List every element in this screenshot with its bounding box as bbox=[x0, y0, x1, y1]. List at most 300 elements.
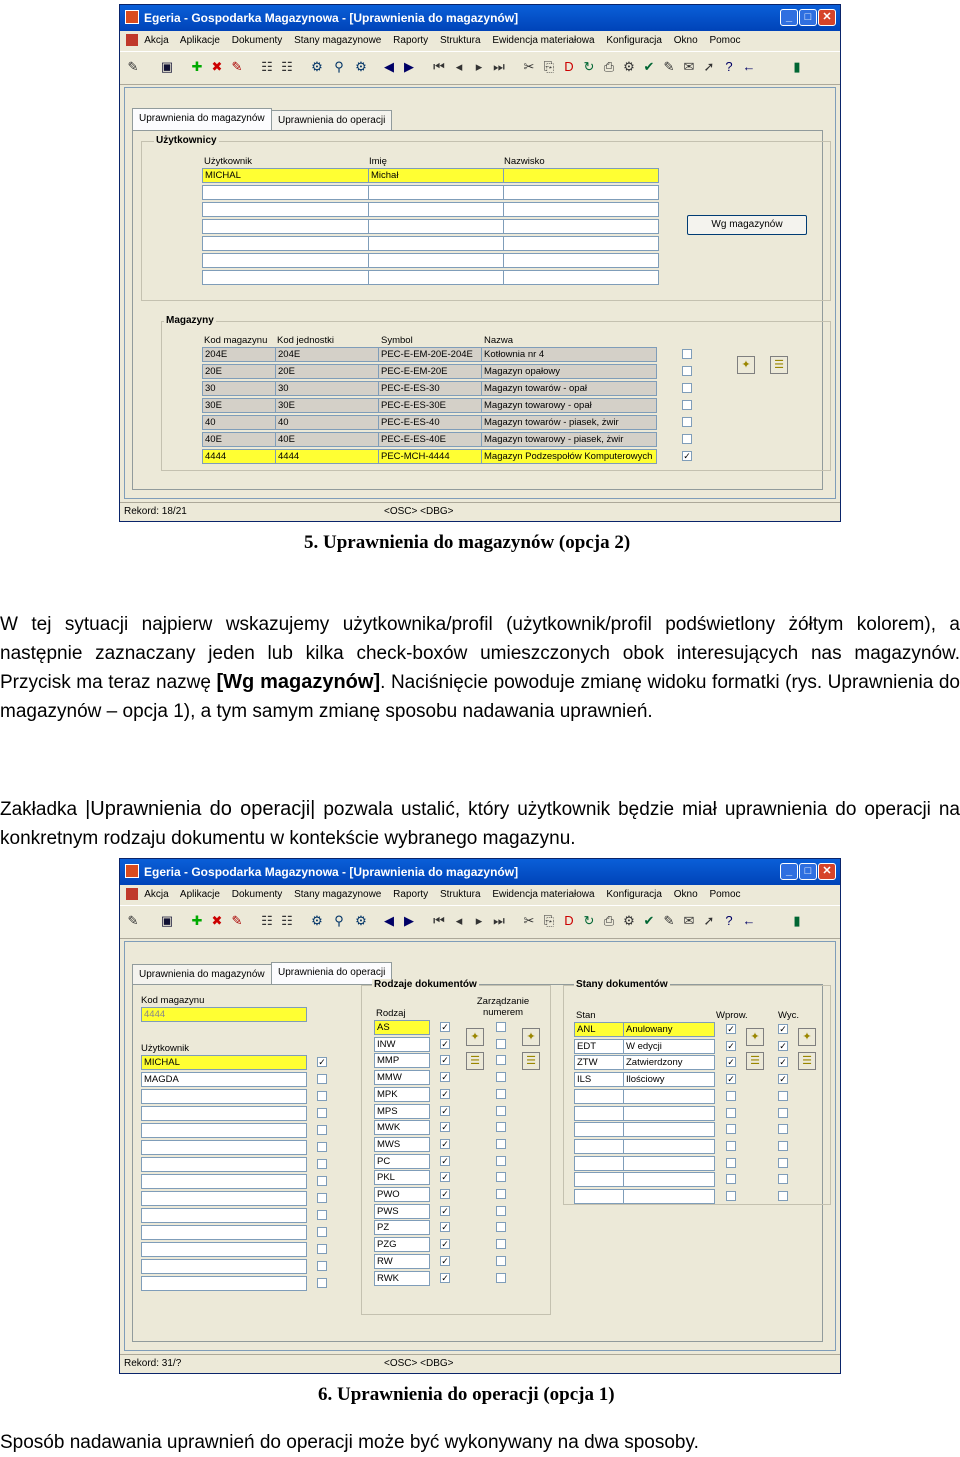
out-checkbox[interactable]: ✓ bbox=[779, 1074, 787, 1085]
exit-icon[interactable]: ▮ bbox=[793, 913, 801, 928]
menu-konfiguracja[interactable]: Konfiguracja bbox=[606, 889, 662, 900]
refresh-icon[interactable]: ↻ bbox=[583, 913, 595, 928]
doc-type-checkbox[interactable]: ✓ bbox=[441, 1055, 449, 1066]
numbering-checkbox[interactable] bbox=[496, 1172, 506, 1182]
pin-icon[interactable]: ✎ bbox=[127, 59, 139, 74]
issue-checkbox[interactable] bbox=[726, 1124, 736, 1134]
user-checkbox[interactable] bbox=[317, 1125, 327, 1135]
menu-stany[interactable]: Stany magazynowe bbox=[294, 889, 382, 900]
warehouse-code-cell[interactable]: 4444 bbox=[202, 449, 276, 464]
state-code-cell[interactable] bbox=[574, 1139, 624, 1154]
out-checkbox[interactable] bbox=[778, 1091, 788, 1101]
user-checkbox[interactable] bbox=[317, 1142, 327, 1152]
query-icon[interactable]: ⚙ bbox=[355, 59, 367, 74]
user-checkbox[interactable]: ✓ bbox=[318, 1057, 326, 1067]
doc-type-checkbox[interactable]: ✓ bbox=[441, 1038, 449, 1049]
user-cell[interactable] bbox=[141, 1259, 307, 1274]
state-name-cell[interactable]: Anulowany bbox=[623, 1022, 715, 1037]
user-checkbox[interactable] bbox=[317, 1278, 327, 1288]
remove-all-issue-icon[interactable]: ☰ bbox=[746, 1052, 764, 1070]
doc-types-group-label: Rodzaje dokumentów bbox=[374, 979, 477, 990]
doc-type-checkbox[interactable]: ✓ bbox=[441, 1222, 449, 1233]
table-row[interactable] bbox=[368, 202, 504, 217]
menu-stany[interactable]: Stany magazynowe bbox=[294, 35, 382, 46]
numbering-checkbox[interactable] bbox=[496, 1139, 506, 1149]
numbering-checkbox[interactable] bbox=[496, 1055, 506, 1065]
check-icon[interactable]: ✔ bbox=[643, 59, 655, 74]
name-cell[interactable]: Magazyn towarów - opał bbox=[481, 381, 657, 396]
out-checkbox[interactable] bbox=[778, 1174, 788, 1184]
pencil-icon[interactable]: ✎ bbox=[663, 913, 675, 928]
minimize-button[interactable]: _ bbox=[780, 9, 798, 26]
name-cell[interactable]: Kotłownia nr 4 bbox=[481, 347, 657, 362]
menu-pomoc[interactable]: Pomoc bbox=[709, 35, 741, 46]
edit-icon[interactable]: ✎ bbox=[231, 59, 243, 74]
warehouse-code-cell[interactable]: 40 bbox=[202, 415, 276, 430]
table-row[interactable] bbox=[202, 270, 369, 285]
issue-checkbox[interactable] bbox=[726, 1141, 736, 1151]
table-row[interactable] bbox=[368, 236, 504, 251]
paragraph-2-tab-name: |Uprawnienia do operacji| bbox=[85, 798, 316, 820]
numbering-checkbox[interactable] bbox=[496, 1122, 506, 1132]
menu-struktura[interactable]: Struktura bbox=[439, 889, 481, 900]
app-icon bbox=[125, 10, 139, 24]
tools-icon[interactable]: ✂ bbox=[523, 59, 535, 74]
user-cell[interactable] bbox=[141, 1276, 307, 1291]
table-row[interactable] bbox=[368, 185, 504, 200]
prev-record-icon[interactable]: ◂ bbox=[455, 59, 463, 74]
warehouse-checkbox[interactable] bbox=[682, 383, 692, 393]
unit-code-cell[interactable]: 20E bbox=[275, 364, 379, 379]
print-icon[interactable]: ⎙ bbox=[603, 59, 615, 74]
out-checkbox[interactable] bbox=[778, 1191, 788, 1201]
table-row[interactable] bbox=[503, 270, 659, 285]
col-user: Użytkownik bbox=[141, 1043, 190, 1054]
numbering-checkbox[interactable] bbox=[496, 1156, 506, 1166]
numbering-checkbox[interactable] bbox=[496, 1022, 506, 1032]
state-code-cell[interactable]: EDT bbox=[574, 1039, 624, 1054]
title-bar bbox=[120, 5, 840, 31]
menu-aplikacje[interactable]: Aplikacje bbox=[179, 35, 220, 46]
back-icon[interactable]: ← bbox=[742, 913, 756, 928]
name-cell[interactable]: Magazyn towarowy - piasek, żwir bbox=[481, 432, 657, 447]
table-row[interactable] bbox=[202, 202, 369, 217]
state-code-cell[interactable] bbox=[574, 1122, 624, 1137]
table-row[interactable] bbox=[368, 219, 504, 234]
menu-akcja[interactable]: Akcja bbox=[144, 35, 169, 46]
name-cell[interactable]: Magazyn towarów - piasek, żwir bbox=[481, 415, 657, 430]
add-all-numbering-icon[interactable]: ✦ bbox=[522, 1028, 540, 1046]
state-name-cell[interactable]: W edycji bbox=[623, 1039, 715, 1054]
table-row[interactable] bbox=[202, 253, 369, 268]
table-row[interactable] bbox=[202, 185, 369, 200]
next-record-icon[interactable]: ▸ bbox=[475, 913, 483, 928]
users-group bbox=[141, 135, 831, 301]
document-icon[interactable]: D bbox=[564, 913, 574, 928]
table-row[interactable] bbox=[503, 236, 659, 251]
filter-icon[interactable]: ⚙ bbox=[311, 59, 323, 74]
user-checkbox[interactable] bbox=[317, 1210, 327, 1220]
remove-all-icon[interactable]: ☰ bbox=[466, 1052, 484, 1070]
warehouse-checkbox[interactable] bbox=[682, 400, 692, 410]
unit-code-cell[interactable]: 40E bbox=[275, 432, 379, 447]
toolbar bbox=[120, 51, 840, 85]
unit-code-cell[interactable]: 4444 bbox=[275, 449, 379, 464]
numbering-checkbox[interactable] bbox=[496, 1222, 506, 1232]
issue-checkbox[interactable]: ✓ bbox=[727, 1024, 735, 1034]
grid-icon[interactable]: ☷ bbox=[281, 913, 293, 928]
print-icon[interactable]: ⎙ bbox=[603, 913, 615, 928]
user-checkbox[interactable] bbox=[317, 1244, 327, 1254]
warehouse-code-cell[interactable]: 20E bbox=[202, 364, 276, 379]
grid-icon[interactable]: ☷ bbox=[281, 59, 293, 74]
warehouse-code-cell[interactable]: 40E bbox=[202, 432, 276, 447]
doc-type-cell[interactable]: MWS bbox=[374, 1137, 430, 1152]
numbering-checkbox[interactable] bbox=[496, 1239, 506, 1249]
numbering-checkbox[interactable] bbox=[496, 1039, 506, 1049]
first-record-icon[interactable]: ⏮ bbox=[433, 913, 445, 928]
state-code-cell[interactable] bbox=[574, 1156, 624, 1171]
name-cell[interactable]: Magazyn Podzespołów Komputerowych bbox=[481, 449, 657, 464]
menu-okno[interactable]: Okno bbox=[673, 889, 698, 900]
symbol-cell[interactable]: PEC-E-ES-40 bbox=[378, 415, 482, 430]
user-checkbox[interactable] bbox=[317, 1176, 327, 1186]
state-name-cell[interactable] bbox=[623, 1139, 715, 1154]
table-row[interactable] bbox=[503, 185, 659, 200]
user-cell[interactable]: MICHAL bbox=[141, 1055, 307, 1070]
document-icon[interactable]: D bbox=[564, 59, 574, 74]
user-login-cell[interactable]: MICHAL bbox=[202, 168, 369, 183]
menu-struktura[interactable]: Struktura bbox=[439, 35, 481, 46]
add-all-icon[interactable]: ✦ bbox=[466, 1028, 484, 1046]
doc-type-cell[interactable]: MMP bbox=[374, 1053, 430, 1068]
help-icon[interactable]: ? bbox=[725, 913, 733, 928]
back-icon[interactable]: ← bbox=[742, 59, 756, 74]
doc-type-checkbox[interactable]: ✓ bbox=[441, 1138, 449, 1149]
state-code-cell[interactable]: ILS bbox=[574, 1072, 624, 1087]
menu-aplikacje[interactable]: Aplikacje bbox=[179, 889, 220, 900]
close-button[interactable]: ✕ bbox=[818, 9, 836, 26]
doc-type-cell[interactable]: PWS bbox=[374, 1204, 430, 1219]
user-cell[interactable] bbox=[141, 1174, 307, 1189]
doc-type-checkbox[interactable]: ✓ bbox=[441, 1172, 449, 1183]
user-cell[interactable] bbox=[141, 1106, 307, 1121]
first-record-icon[interactable]: ⏮ bbox=[433, 59, 445, 74]
symbol-cell[interactable]: PEC-E-ES-30E bbox=[378, 398, 482, 413]
warehouse-checkbox[interactable] bbox=[682, 417, 692, 427]
maximize-button[interactable]: □ bbox=[799, 863, 817, 880]
doc-type-checkbox[interactable]: ✓ bbox=[441, 1239, 449, 1250]
col-numbering: Zarządzanie numerem bbox=[476, 996, 530, 1018]
figure-caption-5: 5. Uprawnienia do magazynów (opcja 2) bbox=[304, 532, 631, 553]
tab-warehouse-rights[interactable]: Uprawnienia do magazynów bbox=[132, 108, 272, 131]
osc-dbg-indicator: <OSC> <DBG> bbox=[384, 506, 454, 517]
unit-code-cell[interactable]: 30 bbox=[275, 381, 379, 396]
copy-icon[interactable]: ⎘ bbox=[543, 59, 555, 74]
out-checkbox[interactable] bbox=[778, 1158, 788, 1168]
remove-all-icon[interactable]: ☰ bbox=[770, 356, 788, 374]
issue-checkbox[interactable] bbox=[726, 1091, 736, 1101]
doc-type-checkbox[interactable]: ✓ bbox=[441, 1205, 449, 1216]
doc-type-checkbox[interactable]: ✓ bbox=[441, 1088, 449, 1099]
numbering-checkbox[interactable] bbox=[496, 1206, 506, 1216]
doc-type-checkbox[interactable]: ✓ bbox=[441, 1105, 449, 1116]
menu-raporty[interactable]: Raporty bbox=[393, 889, 429, 900]
add-icon[interactable]: ✚ bbox=[191, 913, 203, 928]
user-last-cell[interactable] bbox=[503, 168, 659, 183]
out-checkbox[interactable]: ✓ bbox=[779, 1024, 787, 1034]
state-name-cell[interactable] bbox=[623, 1172, 715, 1187]
warehouse-checkbox[interactable] bbox=[682, 434, 692, 444]
issue-checkbox[interactable] bbox=[726, 1108, 736, 1118]
add-all-out-icon[interactable]: ✦ bbox=[798, 1028, 816, 1046]
numbering-checkbox[interactable] bbox=[496, 1256, 506, 1266]
user-checkbox[interactable] bbox=[317, 1074, 327, 1084]
menu-ewidencja[interactable]: Ewidencja materiałowa bbox=[492, 889, 595, 900]
table-row[interactable] bbox=[202, 219, 369, 234]
state-code-cell[interactable] bbox=[574, 1106, 624, 1121]
user-cell[interactable] bbox=[141, 1140, 307, 1155]
arrow-right-icon[interactable]: ▶ bbox=[404, 913, 414, 928]
paragraph-2-text-a: Zakładka bbox=[0, 799, 86, 820]
save-icon[interactable]: ▣ bbox=[160, 913, 174, 928]
last-record-icon[interactable]: ⏭ bbox=[493, 913, 505, 928]
search-icon[interactable]: ⚲ bbox=[334, 59, 344, 74]
settings-icon[interactable]: ⚙ bbox=[623, 59, 635, 74]
copy-icon[interactable]: ⎘ bbox=[543, 913, 555, 928]
numbering-checkbox[interactable] bbox=[496, 1106, 506, 1116]
doc-type-cell[interactable]: PWO bbox=[374, 1187, 430, 1202]
issue-checkbox[interactable] bbox=[726, 1174, 736, 1184]
unit-code-cell[interactable]: 40 bbox=[275, 415, 379, 430]
tab-operation-rights[interactable]: Uprawnienia do operacji bbox=[271, 110, 392, 131]
delete-icon[interactable]: ✖ bbox=[211, 59, 223, 74]
numbering-checkbox[interactable] bbox=[496, 1089, 506, 1099]
numbering-checkbox[interactable] bbox=[496, 1189, 506, 1199]
state-code-cell[interactable] bbox=[574, 1172, 624, 1187]
doc-type-cell[interactable]: AS bbox=[374, 1020, 430, 1035]
doc-type-checkbox[interactable]: ✓ bbox=[441, 1072, 449, 1083]
symbol-cell[interactable]: PEC-E-ES-30 bbox=[378, 381, 482, 396]
doc-type-cell[interactable]: PC bbox=[374, 1154, 430, 1169]
minimize-button[interactable]: _ bbox=[780, 863, 798, 880]
tab-warehouse-rights[interactable]: Uprawnienia do magazynów bbox=[132, 964, 272, 985]
filter-icon[interactable]: ⚙ bbox=[311, 913, 323, 928]
remove-all-numbering-icon[interactable]: ☰ bbox=[522, 1052, 540, 1070]
table-row[interactable] bbox=[503, 202, 659, 217]
status-bar bbox=[120, 502, 840, 521]
tools-icon[interactable]: ✂ bbox=[523, 913, 535, 928]
doc-type-cell[interactable]: INW bbox=[374, 1037, 430, 1052]
doc-type-cell[interactable]: PKL bbox=[374, 1170, 430, 1185]
doc-type-cell[interactable]: MMW bbox=[374, 1070, 430, 1085]
arrow-right-icon[interactable]: ▶ bbox=[404, 59, 414, 74]
user-first-cell[interactable]: Michał bbox=[368, 168, 504, 183]
state-code-cell[interactable]: ZTW bbox=[574, 1055, 624, 1070]
table-row[interactable] bbox=[368, 253, 504, 268]
paragraph-1-text-c: . Naciśnięcie powoduje zmianę widoku formatki (rys. Uprawnienia do magazynów – opcja 1), a tym samym zmianę sposobu nadawania uprawnień. bbox=[0, 672, 960, 722]
user-checkbox[interactable] bbox=[317, 1159, 327, 1169]
last-record-icon[interactable]: ⏭ bbox=[493, 59, 505, 74]
doc-states-group-label: Stany dokumentów bbox=[576, 979, 668, 990]
paragraph-1-text-a: W tej sytuacji najpierw wskazujemy użytkownika/profil (użytkownik/profil podświetlony żółtym kolorem), a następnie zaznaczany jeden lub kilka check-boxów umieszczonych obok interesujących nas magazynów. Przycisk ma teraz nazwę bbox=[0, 614, 960, 693]
doc-type-cell[interactable]: MWK bbox=[374, 1120, 430, 1135]
warehouse-code-cell[interactable]: 30E bbox=[202, 398, 276, 413]
menu-okno[interactable]: Okno bbox=[673, 35, 698, 46]
delete-icon[interactable]: ✖ bbox=[211, 913, 223, 928]
menu-konfiguracja[interactable]: Konfiguracja bbox=[606, 35, 662, 46]
prev-record-icon[interactable]: ◂ bbox=[455, 913, 463, 928]
doc-type-cell[interactable]: PZG bbox=[374, 1237, 430, 1252]
query-icon[interactable]: ⚙ bbox=[355, 913, 367, 928]
table-icon[interactable]: ☷ bbox=[261, 59, 273, 74]
state-name-cell[interactable] bbox=[623, 1189, 715, 1204]
out-checkbox[interactable]: ✓ bbox=[779, 1057, 787, 1068]
doc-type-checkbox[interactable]: ✓ bbox=[441, 1189, 449, 1199]
out-checkbox[interactable] bbox=[778, 1124, 788, 1134]
edit-icon[interactable]: ✎ bbox=[231, 913, 243, 928]
check-icon[interactable]: ✔ bbox=[643, 913, 655, 928]
pencil-icon[interactable]: ✎ bbox=[663, 59, 675, 74]
menu-bar bbox=[120, 31, 840, 51]
symbol-cell[interactable]: PEC-MCH-4444 bbox=[378, 449, 482, 464]
help-icon[interactable]: ? bbox=[725, 59, 733, 74]
out-checkbox[interactable] bbox=[778, 1141, 788, 1151]
user-checkbox[interactable] bbox=[317, 1227, 327, 1237]
user-checkbox[interactable] bbox=[317, 1091, 327, 1101]
state-name-cell[interactable] bbox=[623, 1106, 715, 1121]
menu-raporty[interactable]: Raporty bbox=[393, 35, 429, 46]
paragraph-1-button-name: [Wg magazynów] bbox=[216, 671, 381, 693]
symbol-cell[interactable]: PEC-E-EM-20E-204E bbox=[378, 347, 482, 362]
tab-operation-rights[interactable]: Uprawnienia do operacji bbox=[271, 962, 392, 985]
user-cell[interactable] bbox=[141, 1123, 307, 1138]
name-cell[interactable]: Magazyn opałowy bbox=[481, 364, 657, 379]
form-area bbox=[124, 87, 836, 499]
warehouse-code-cell[interactable]: 204E bbox=[202, 347, 276, 362]
unit-code-cell[interactable]: 204E bbox=[275, 347, 379, 362]
table-row[interactable] bbox=[202, 236, 369, 251]
user-checkbox[interactable] bbox=[317, 1261, 327, 1271]
pin-icon[interactable]: ✎ bbox=[127, 913, 139, 928]
user-checkbox[interactable] bbox=[317, 1108, 327, 1118]
doc-type-checkbox[interactable]: ✓ bbox=[441, 1122, 449, 1133]
table-icon[interactable]: ☷ bbox=[261, 913, 273, 928]
paragraph-2-text-c: pozwala ustalić, który użytkownik będzie miał uprawnienia do operacji na konkretnym rodzaju dokumentu w kontekście wybranego magazynu. bbox=[0, 799, 960, 849]
symbol-cell[interactable]: PEC-E-ES-40E bbox=[378, 432, 482, 447]
user-cell[interactable] bbox=[141, 1242, 307, 1257]
window-title: Egeria - Gospodarka Magazynowa - [Uprawnienia do magazynów] bbox=[144, 11, 519, 25]
user-cell[interactable] bbox=[141, 1225, 307, 1240]
issue-checkbox[interactable] bbox=[726, 1158, 736, 1168]
menu-dokumenty[interactable]: Dokumenty bbox=[231, 889, 283, 900]
doc-type-cell[interactable]: MPK bbox=[374, 1087, 430, 1102]
state-name-cell[interactable] bbox=[623, 1122, 715, 1137]
state-name-cell[interactable]: Zatwierdzony bbox=[623, 1055, 715, 1070]
add-all-icon[interactable]: ✦ bbox=[737, 356, 755, 374]
table-row[interactable] bbox=[368, 270, 504, 285]
arrow-left-icon[interactable]: ◀ bbox=[384, 913, 394, 928]
numbering-checkbox[interactable] bbox=[496, 1273, 506, 1283]
col-state: Stan bbox=[576, 1010, 596, 1021]
warehouse-checkbox[interactable]: ✓ bbox=[683, 451, 691, 461]
user-checkbox[interactable] bbox=[317, 1193, 327, 1203]
doc-type-cell[interactable]: MPS bbox=[374, 1104, 430, 1119]
user-cell[interactable] bbox=[141, 1208, 307, 1223]
state-code-cell[interactable]: ANL bbox=[574, 1022, 624, 1037]
issue-checkbox[interactable] bbox=[726, 1191, 736, 1201]
issue-checkbox[interactable]: ✓ bbox=[727, 1040, 735, 1051]
state-name-cell[interactable] bbox=[623, 1156, 715, 1171]
menu-dokumenty[interactable]: Dokumenty bbox=[231, 35, 283, 46]
save-icon[interactable]: ▣ bbox=[160, 59, 174, 74]
close-button[interactable]: ✕ bbox=[818, 863, 836, 880]
user-cell[interactable] bbox=[141, 1191, 307, 1206]
doc-type-checkbox[interactable]: ✓ bbox=[441, 1272, 449, 1283]
warehouse-code-field[interactable]: 4444 bbox=[141, 1007, 307, 1022]
by-warehouse-button[interactable]: Wg magazynów bbox=[687, 215, 807, 235]
out-checkbox[interactable]: ✓ bbox=[779, 1040, 787, 1051]
doc-type-checkbox[interactable]: ✓ bbox=[441, 1155, 449, 1166]
add-icon[interactable]: ✚ bbox=[191, 59, 203, 74]
refresh-icon[interactable]: ↻ bbox=[583, 59, 595, 74]
menu-akcja[interactable]: Akcja bbox=[144, 889, 169, 900]
doc-type-checkbox[interactable]: ✓ bbox=[441, 1022, 449, 1032]
add-all-issue-icon[interactable]: ✦ bbox=[746, 1028, 764, 1046]
warehouse-checkbox[interactable] bbox=[682, 366, 692, 376]
table-row[interactable] bbox=[503, 253, 659, 268]
user-cell[interactable] bbox=[141, 1089, 307, 1104]
state-code-cell[interactable] bbox=[574, 1089, 624, 1104]
state-name-cell[interactable]: Ilościowy bbox=[623, 1072, 715, 1087]
state-code-cell[interactable] bbox=[574, 1189, 624, 1204]
cursor-icon[interactable]: ➚ bbox=[703, 59, 715, 74]
maximize-button[interactable]: □ bbox=[799, 9, 817, 26]
doc-type-cell[interactable]: RWK bbox=[374, 1271, 430, 1286]
settings-icon[interactable]: ⚙ bbox=[623, 913, 635, 928]
search-icon[interactable]: ⚲ bbox=[334, 913, 344, 928]
warehouse-checkbox[interactable] bbox=[682, 349, 692, 359]
doc-type-cell[interactable]: RW bbox=[374, 1254, 430, 1269]
table-row[interactable] bbox=[503, 219, 659, 234]
paragraph-3-text: Sposób nadawania uprawnień do operacji może być wykonywany na dwa sposoby. bbox=[0, 1432, 699, 1453]
doc-type-cell[interactable]: PZ bbox=[374, 1220, 430, 1235]
issue-checkbox[interactable]: ✓ bbox=[727, 1074, 735, 1085]
issue-checkbox[interactable]: ✓ bbox=[727, 1057, 735, 1068]
arrow-left-icon[interactable]: ◀ bbox=[384, 59, 394, 74]
remove-all-out-icon[interactable]: ☰ bbox=[798, 1052, 816, 1070]
warehouse-code-cell[interactable]: 30 bbox=[202, 381, 276, 396]
mail-icon[interactable]: ✉ bbox=[683, 59, 695, 74]
name-cell[interactable]: Magazyn towarowy - opał bbox=[481, 398, 657, 413]
out-checkbox[interactable] bbox=[778, 1108, 788, 1118]
next-record-icon[interactable]: ▸ bbox=[475, 59, 483, 74]
doc-type-checkbox[interactable]: ✓ bbox=[441, 1255, 449, 1266]
numbering-checkbox[interactable] bbox=[496, 1072, 506, 1082]
toolbar bbox=[120, 905, 840, 939]
cursor-icon[interactable]: ➚ bbox=[703, 913, 715, 928]
user-cell[interactable] bbox=[141, 1157, 307, 1172]
menu-ewidencja[interactable]: Ewidencja materiałowa bbox=[492, 35, 595, 46]
menu-pomoc[interactable]: Pomoc bbox=[709, 889, 741, 900]
user-cell[interactable]: MAGDA bbox=[141, 1072, 307, 1087]
mail-icon[interactable]: ✉ bbox=[683, 913, 695, 928]
unit-code-cell[interactable]: 30E bbox=[275, 398, 379, 413]
state-name-cell[interactable] bbox=[623, 1089, 715, 1104]
exit-icon[interactable]: ▮ bbox=[793, 59, 801, 74]
figure-caption-6: 6. Uprawnienia do operacji (opcja 1) bbox=[318, 1384, 615, 1405]
symbol-cell[interactable]: PEC-E-EM-20E bbox=[378, 364, 482, 379]
